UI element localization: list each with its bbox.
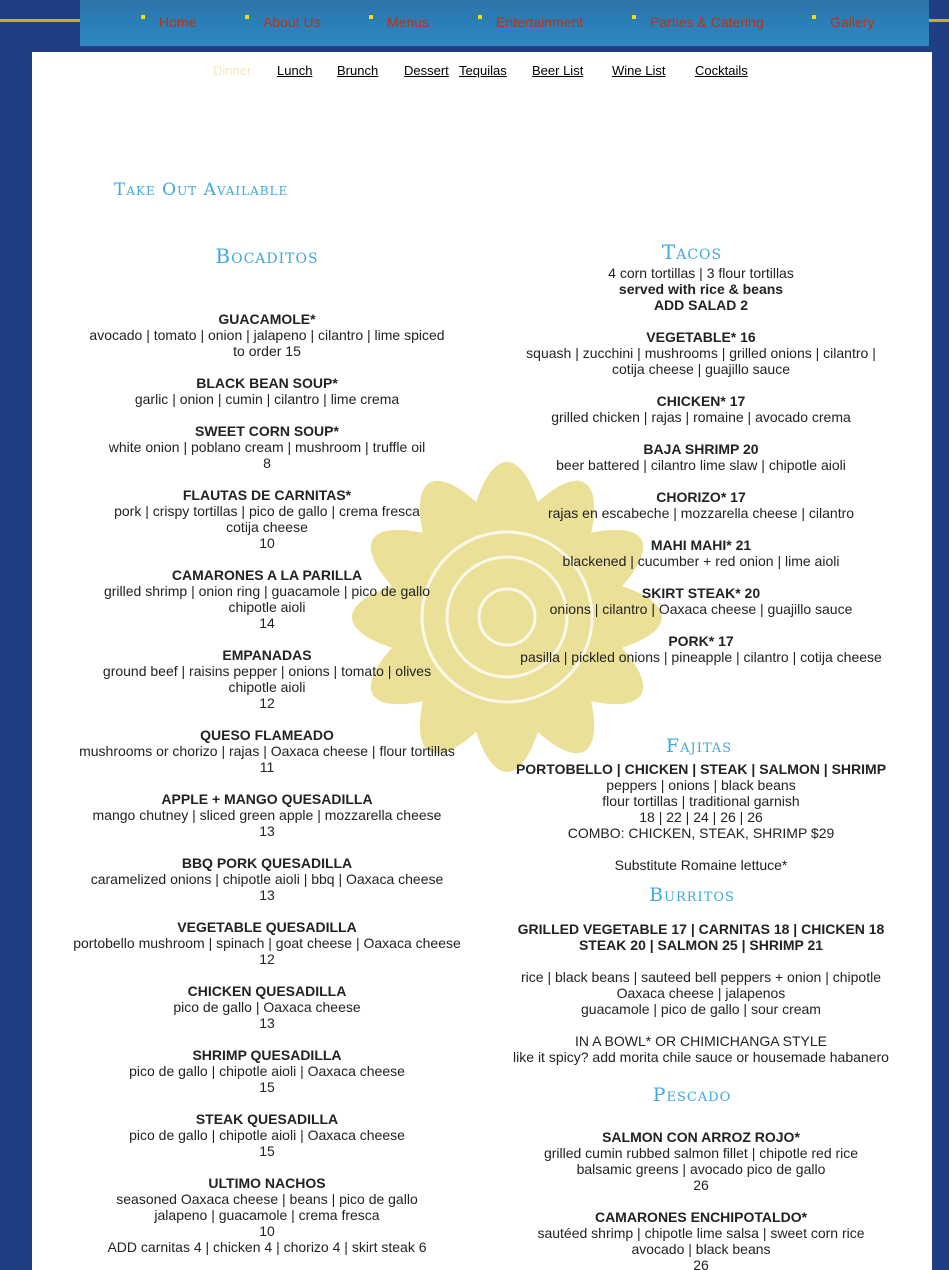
item-name: STEAK QUESADILLA <box>195 1111 339 1127</box>
fajitas-line: flour tortillas | traditional garnish <box>602 793 800 809</box>
item-desc: pico de gallo | chipotle aioli | Oaxaca cheese <box>129 1127 405 1143</box>
nav-entertainment[interactable] <box>496 14 583 30</box>
burritos-line: Oaxaca cheese | jalapenos <box>616 985 786 1001</box>
item-desc: ground beef | raisins pepper | onions | tomato | olives chipotle aioli <box>102 663 432 695</box>
item-desc: grilled cumin rubbed salmon fillet | chipotle red rice balsamic greens | avocado pico de gallo <box>543 1145 859 1177</box>
item-price: 15 <box>259 1143 275 1159</box>
menu-item <box>62 1111 472 1159</box>
menu-item <box>62 855 472 903</box>
fajitas-title: PORTOBELLO | CHICKEN | STEAK | SALMON | SHRIMP <box>515 761 887 777</box>
item-name: SHRIMP QUESADILLA <box>192 1047 342 1063</box>
item-name: CHORIZO* 17 <box>656 489 746 505</box>
bullet-icon <box>478 15 482 19</box>
item-desc: blackened | cucumber + red onion | lime aioli <box>562 553 840 569</box>
item-name: BLACK BEAN SOUP* <box>196 375 338 391</box>
menu-item <box>62 791 472 839</box>
item-price: 13 <box>259 887 275 903</box>
taco-item <box>502 329 900 377</box>
nav-about-us[interactable] <box>263 14 321 30</box>
item-name: MAHI MAHI* 21 <box>650 537 752 553</box>
header-rule-left <box>0 19 80 22</box>
submenu-wine-list[interactable]: Wine List <box>612 63 666 78</box>
item-price: 26 <box>693 1257 709 1270</box>
item-desc: pico de gallo | Oaxaca cheese <box>173 999 361 1015</box>
bullet-icon <box>141 15 145 19</box>
submenu-brunch[interactable]: Brunch <box>337 63 379 78</box>
menu-item <box>62 727 472 775</box>
fajitas-heading: Fajitas <box>665 735 733 757</box>
item-desc: rajas en escabeche | mozzarella cheese | cilantro <box>547 505 855 521</box>
submenu-tequilas[interactable]: Tequilas <box>459 63 507 78</box>
menu-item <box>62 311 472 359</box>
item-desc: seasoned Oaxaca cheese | beans | pico de gallo jalapeno | guacamole | crema fresca <box>116 1191 418 1223</box>
item-name: BBQ PORK QUESADILLA <box>181 855 353 871</box>
item-desc: sautéed shrimp | chipotle lime salsa | sweet corn rice avocado | black beans <box>537 1225 865 1257</box>
item-name: VEGETABLE QUESADILLA <box>177 919 357 935</box>
item-name: EMPANADAS <box>222 647 312 663</box>
nav-parties-catering[interactable] <box>650 14 764 30</box>
burritos-heading: Burritos <box>649 884 735 906</box>
burritos-line: rice | black beans | sauteed bell peppers + onion | chipotle <box>521 969 881 985</box>
menu-item <box>62 375 472 407</box>
bullet-icon <box>369 15 373 19</box>
taco-item <box>502 489 900 521</box>
submenu-beer-list[interactable]: Beer List <box>532 63 584 78</box>
item-desc: onions | cilantro | Oaxaca cheese | guajillo sauce <box>549 601 853 617</box>
fajitas-combo: COMBO: CHICKEN, STEAK, SHRIMP $29 <box>567 825 835 841</box>
item-name: CHICKEN* 17 <box>656 393 746 409</box>
burritos-line: guacamole | pico de gallo | sour cream <box>581 1001 821 1017</box>
main-nav <box>80 0 929 46</box>
item-desc: beer battered | cilantro lime slaw | chipotle aioli <box>556 457 846 473</box>
right-column <box>502 265 900 681</box>
item-name: SALMON CON ARROZ ROJO* <box>602 1129 800 1145</box>
burritos-title: GRILLED VEGETABLE 17 | CARNITAS 18 | CHICKEN 18 <box>517 921 885 937</box>
item-name: BAJA SHRIMP 20 <box>643 441 759 457</box>
item-extra: ADD carnitas 4 | chicken 4 | chorizo 4 | skirt steak 6 <box>107 1239 427 1255</box>
nav-label: Home <box>159 14 197 30</box>
item-price: 14 <box>259 615 275 631</box>
burritos-title: STEAK 20 | SALMON 25 | SHRIMP 21 <box>578 937 824 953</box>
item-name: APPLE + MANGO QUESADILLA <box>161 791 373 807</box>
item-price: 10 <box>259 535 275 551</box>
tacos-intro-2: served with rice & beans <box>618 281 784 297</box>
menu-item <box>62 647 472 711</box>
item-desc: mango chutney | sliced green apple | mozzarella cheese <box>92 807 442 823</box>
fajitas-line: peppers | onions | black beans <box>606 777 796 793</box>
item-price: 10 <box>259 1223 275 1239</box>
menu-item <box>62 1175 472 1255</box>
pescado-item <box>502 1209 900 1270</box>
pescado-heading: Pescado <box>652 1084 732 1106</box>
menu-item <box>62 567 472 631</box>
nav-label: Entertainment <box>496 14 584 30</box>
fajitas-substitute: Substitute Romaine lettuce* <box>614 857 788 873</box>
item-desc: squash | zucchini | mushrooms | grilled onions | cilantro | cotija cheese | guajillo sauce <box>526 345 876 377</box>
menu-item <box>62 423 472 471</box>
item-desc: grilled shrimp | onion ring | guacamole | pico de gallo chipotle aioli <box>103 583 431 615</box>
bullet-icon <box>245 15 249 19</box>
nav-label: About Us <box>263 14 321 30</box>
item-desc: caramelized onions | chipotle aioli | bbq | Oaxaca cheese <box>90 871 444 887</box>
menu-item <box>62 983 472 1031</box>
item-desc: pasilla | pickled onions | pineapple | cilantro | cotija cheese <box>520 649 882 665</box>
submenu-cocktails[interactable]: Cocktails <box>695 63 748 78</box>
item-name: SKIRT STEAK* 20 <box>641 585 761 601</box>
item-desc: pico de gallo | chipotle aioli | Oaxaca cheese <box>129 1063 405 1079</box>
item-price: 12 <box>259 695 275 711</box>
pescado-item <box>502 1129 900 1193</box>
item-desc: white onion | poblano cream | mushroom | truffle oil <box>108 439 426 455</box>
nav-label: Parties & Catering <box>650 14 764 30</box>
tacos-intro-3: ADD SALAD 2 <box>653 297 749 313</box>
burritos-style: IN A BOWL* OR CHIMICHANGA STYLE <box>574 1033 828 1049</box>
taco-item <box>502 393 900 425</box>
item-name: VEGETABLE* 16 <box>646 329 756 345</box>
taco-item <box>502 585 900 617</box>
item-price: 12 <box>259 951 275 967</box>
nav-menus[interactable] <box>387 14 429 30</box>
taco-item <box>502 633 900 665</box>
bullet-icon <box>632 15 636 19</box>
item-desc: avocado | tomato | onion | jalapeno | cilantro | lime spiced to order 15 <box>89 327 445 359</box>
bullet-icon <box>812 15 816 19</box>
submenu-lunch[interactable]: Lunch <box>277 63 313 78</box>
burritos-spicy: like it spicy? add morita chile sauce or housemade habanero <box>513 1049 889 1065</box>
item-name: CAMARONES ENCHIPOTALDO* <box>594 1209 808 1225</box>
item-price: 8 <box>263 455 271 471</box>
item-name: GUACAMOLE* <box>218 311 316 327</box>
nav-label: Gallery <box>830 14 875 30</box>
item-name: ULTIMO NACHOS <box>208 1175 326 1191</box>
nav-gallery[interactable] <box>830 14 874 30</box>
tacos-heading: Tacos <box>661 240 723 264</box>
menu-item <box>62 919 472 967</box>
burritos-section <box>502 921 900 1065</box>
fajitas-prices: 18 | 22 | 24 | 26 | 26 <box>639 809 763 825</box>
menu-item <box>62 487 472 551</box>
item-price: 13 <box>259 823 275 839</box>
header-rule-right <box>929 19 949 22</box>
bocaditos-list <box>62 311 472 1270</box>
item-desc: portobello mushroom | spinach | goat cheese | Oaxaca cheese <box>73 935 461 951</box>
item-name: CAMARONES A LA PARILLA <box>171 567 363 583</box>
item-desc: garlic | onion | cumin | cilantro | lime crema <box>134 391 400 407</box>
taco-item <box>502 441 900 473</box>
item-desc: grilled chicken | rajas | romaine | avocado crema <box>551 409 851 425</box>
tacos-intro-1: 4 corn tortillas | 3 flour tortillas <box>608 265 794 281</box>
item-price: 26 <box>693 1177 709 1193</box>
item-name: QUESO FLAMEADO <box>200 727 334 743</box>
submenu-dessert[interactable]: Dessert <box>404 63 449 78</box>
item-price: 13 <box>259 1015 275 1031</box>
item-desc: pork | crispy tortillas | pico de gallo | crema fresca cotija cheese <box>114 503 420 535</box>
taco-item <box>502 537 900 569</box>
item-desc: mushrooms or chorizo | rajas | Oaxaca cheese | flour tortillas <box>79 743 455 759</box>
submenu-dinner[interactable]: Dinner <box>213 63 252 78</box>
fajitas-section <box>502 761 900 873</box>
item-name: PORK* 17 <box>668 633 734 649</box>
item-price: 15 <box>259 1079 275 1095</box>
take-out-heading: Take Out Available <box>114 180 289 200</box>
item-name: CHICKEN QUESADILLA <box>187 983 347 999</box>
nav-home[interactable] <box>159 14 196 30</box>
item-name: FLAUTAS DE CARNITAS* <box>182 487 352 503</box>
bocaditos-heading: Bocaditos <box>215 244 319 268</box>
menu-page <box>32 52 932 1270</box>
item-name: SWEET CORN SOUP* <box>195 423 339 439</box>
menu-item <box>62 1047 472 1095</box>
nav-label: Menus <box>387 14 430 30</box>
item-price: 11 <box>259 759 275 775</box>
pescado-section <box>502 1129 900 1270</box>
